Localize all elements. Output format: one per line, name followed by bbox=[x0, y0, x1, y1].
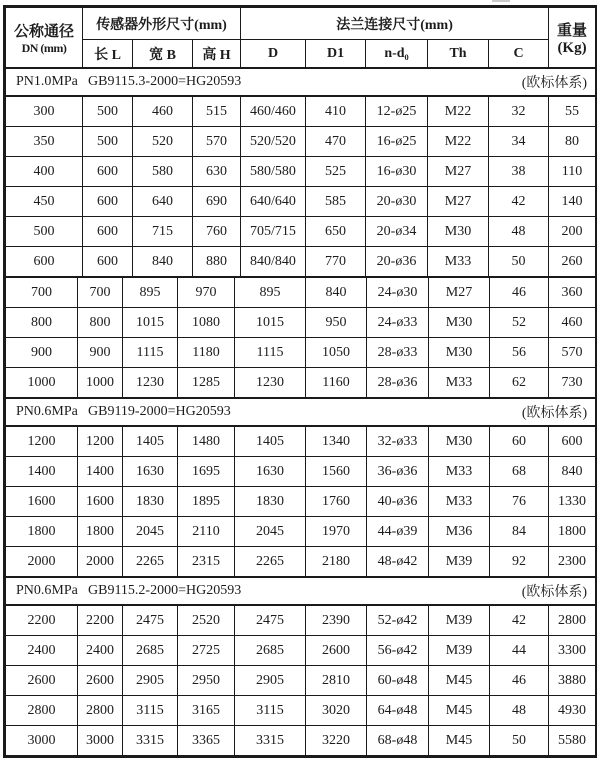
table-cell: 760 bbox=[193, 217, 241, 247]
cell-dn: 600 bbox=[6, 247, 83, 277]
table-cell: 50 bbox=[489, 247, 549, 277]
table-cell: 950 bbox=[306, 308, 367, 338]
table-cell: 840 bbox=[549, 457, 596, 487]
table-cell: 48 bbox=[489, 217, 549, 247]
table-cell: 460 bbox=[133, 97, 193, 127]
table-cell: 92 bbox=[490, 547, 549, 577]
table-cell: 1405 bbox=[235, 427, 306, 457]
table-cell: 20-ø34 bbox=[366, 217, 428, 247]
table-cell: 1015 bbox=[123, 308, 178, 338]
table-cell: M33 bbox=[428, 247, 489, 277]
table-cell: 200 bbox=[549, 217, 596, 247]
table-cell: M27 bbox=[428, 157, 489, 187]
section-system: (欧标体系) bbox=[521, 406, 588, 421]
table-cell: 715 bbox=[133, 217, 193, 247]
table-cell: 2045 bbox=[235, 517, 306, 547]
table-cell: 68 bbox=[490, 457, 549, 487]
table-cell: 2810 bbox=[306, 666, 367, 696]
table-cell: M30 bbox=[429, 338, 490, 368]
data-rows-table bbox=[5, 277, 596, 398]
table-cell: 1830 bbox=[235, 487, 306, 517]
table-cell: 840 bbox=[133, 247, 193, 277]
table-cell: 46 bbox=[490, 666, 549, 696]
table-cell: 16-ø25 bbox=[366, 127, 428, 157]
cell-dn: 400 bbox=[6, 157, 83, 187]
table-cell: 2110 bbox=[178, 517, 235, 547]
table-cell: 2475 bbox=[235, 606, 306, 636]
table-row bbox=[6, 666, 596, 696]
table-cell: 1895 bbox=[178, 487, 235, 517]
table-cell: 1200 bbox=[78, 427, 123, 457]
table-cell: 84 bbox=[490, 517, 549, 547]
table-cell: 1630 bbox=[235, 457, 306, 487]
table-cell: 2600 bbox=[306, 636, 367, 666]
table-cell: 1115 bbox=[123, 338, 178, 368]
table-cell: 60-ø48 bbox=[367, 666, 429, 696]
table-cell: 20-ø30 bbox=[366, 187, 428, 217]
sub-col-header: n-d₀ bbox=[366, 40, 428, 68]
table-cell: M33 bbox=[429, 487, 490, 517]
data-rows-table bbox=[5, 605, 596, 756]
sub-col-header: 宽 B bbox=[133, 40, 193, 68]
table-cell: 1230 bbox=[123, 368, 178, 398]
table-cell: 640/640 bbox=[241, 187, 306, 217]
table-cell: 2045 bbox=[123, 517, 178, 547]
table-row bbox=[6, 457, 596, 487]
data-rows-table bbox=[5, 96, 596, 277]
table-cell: 42 bbox=[490, 606, 549, 636]
sub-col-header: D bbox=[241, 40, 306, 68]
header-row-1 bbox=[6, 8, 596, 40]
table-cell: 1080 bbox=[178, 308, 235, 338]
table-cell: 140 bbox=[549, 187, 596, 217]
cell-dn: 900 bbox=[6, 338, 78, 368]
table-cell: 56-ø42 bbox=[367, 636, 429, 666]
cell-dn: 1200 bbox=[6, 427, 78, 457]
col-header-weight bbox=[549, 8, 596, 68]
section-system: (欧标体系) bbox=[521, 585, 588, 600]
header-row-2 bbox=[6, 40, 596, 68]
cell-dn: 2800 bbox=[6, 696, 78, 726]
table-cell: 3165 bbox=[178, 696, 235, 726]
table-cell: 2180 bbox=[306, 547, 367, 577]
table-cell: 34 bbox=[489, 127, 549, 157]
table-cell: 46 bbox=[490, 278, 549, 308]
cell-dn: 300 bbox=[6, 97, 83, 127]
table-row bbox=[6, 97, 596, 127]
table-cell: 2600 bbox=[78, 666, 123, 696]
table-cell: 16-ø30 bbox=[366, 157, 428, 187]
table-cell: M22 bbox=[428, 97, 489, 127]
table-row bbox=[6, 247, 596, 277]
cell-dn: 1800 bbox=[6, 517, 78, 547]
table-cell: 705/715 bbox=[241, 217, 306, 247]
table-cell: 55 bbox=[549, 97, 596, 127]
table-cell: 76 bbox=[490, 487, 549, 517]
header-table bbox=[5, 7, 596, 68]
table-cell: 2265 bbox=[123, 547, 178, 577]
table-cell: 3115 bbox=[235, 696, 306, 726]
data-rows-table bbox=[5, 426, 596, 577]
table-cell: 2905 bbox=[123, 666, 178, 696]
table-cell: 640 bbox=[133, 187, 193, 217]
cell-dn: 2200 bbox=[6, 606, 78, 636]
table-cell: M39 bbox=[429, 636, 490, 666]
table-cell: 650 bbox=[306, 217, 366, 247]
table-cell: 2300 bbox=[549, 547, 596, 577]
table-cell: 600 bbox=[83, 187, 133, 217]
table-cell: 2950 bbox=[178, 666, 235, 696]
section-pressure-rating: PN0.6MPa bbox=[16, 404, 78, 419]
table-cell: 3000 bbox=[78, 726, 123, 756]
table-cell: 460 bbox=[549, 308, 596, 338]
table-cell: 470 bbox=[306, 127, 366, 157]
table-cell: M45 bbox=[429, 666, 490, 696]
table-row bbox=[6, 427, 596, 457]
table-cell: M30 bbox=[428, 217, 489, 247]
table-cell: M33 bbox=[429, 457, 490, 487]
table-cell: 60 bbox=[490, 427, 549, 457]
section-label-cell bbox=[6, 399, 596, 426]
table-cell: 500 bbox=[83, 97, 133, 127]
table-cell: 1800 bbox=[549, 517, 596, 547]
table-cell: 1115 bbox=[235, 338, 306, 368]
table-cell: 1830 bbox=[123, 487, 178, 517]
table-cell: 1050 bbox=[306, 338, 367, 368]
section-label-table bbox=[5, 68, 596, 96]
table-cell: 20-ø36 bbox=[366, 247, 428, 277]
table-body-groups bbox=[5, 68, 595, 756]
table-cell: 2520 bbox=[178, 606, 235, 636]
table-row bbox=[6, 338, 596, 368]
table-cell: 1600 bbox=[78, 487, 123, 517]
table-cell: 600 bbox=[549, 427, 596, 457]
table-cell: M30 bbox=[429, 308, 490, 338]
table-cell: 2475 bbox=[123, 606, 178, 636]
cell-dn: 800 bbox=[6, 308, 78, 338]
table-cell: 1630 bbox=[123, 457, 178, 487]
dn-title: 公称通径 bbox=[13, 23, 74, 40]
table-cell: M36 bbox=[429, 517, 490, 547]
table-cell: 1000 bbox=[78, 368, 123, 398]
table-cell: 3315 bbox=[123, 726, 178, 756]
section-standard: GB9115.2-2000=HG20593 bbox=[88, 583, 242, 598]
section-system: (欧标体系) bbox=[521, 76, 588, 91]
table-cell: 3115 bbox=[123, 696, 178, 726]
table-cell: 600 bbox=[83, 157, 133, 187]
table-cell: 1180 bbox=[178, 338, 235, 368]
table-cell: 570 bbox=[549, 338, 596, 368]
table-cell: 2725 bbox=[178, 636, 235, 666]
table-cell: 3220 bbox=[306, 726, 367, 756]
table-cell: 2265 bbox=[235, 547, 306, 577]
table-cell: 895 bbox=[235, 278, 306, 308]
table-cell: 1800 bbox=[78, 517, 123, 547]
col-group-sensor-dimensions: 传感器外形尺寸(mm) bbox=[83, 8, 241, 40]
table-cell: 1340 bbox=[306, 427, 367, 457]
table-cell: 4930 bbox=[549, 696, 596, 726]
table-cell: 56 bbox=[490, 338, 549, 368]
table-cell: 580/580 bbox=[241, 157, 306, 187]
table-cell: 460/460 bbox=[241, 97, 306, 127]
sub-col-header: 长 L bbox=[83, 40, 133, 68]
table-cell: 690 bbox=[193, 187, 241, 217]
cell-dn: 2000 bbox=[6, 547, 78, 577]
table-cell: 1160 bbox=[306, 368, 367, 398]
section-label-table bbox=[5, 398, 596, 426]
cell-dn: 1000 bbox=[6, 368, 78, 398]
sub-col-header: C bbox=[489, 40, 549, 68]
table-cell: 44-ø39 bbox=[367, 517, 429, 547]
table-cell: M22 bbox=[428, 127, 489, 157]
table-cell: 62 bbox=[490, 368, 549, 398]
dn-subtitle: DN (mm) bbox=[21, 40, 67, 55]
table-cell: 28-ø36 bbox=[367, 368, 429, 398]
table-cell: 36-ø36 bbox=[367, 457, 429, 487]
table-cell: 580 bbox=[133, 157, 193, 187]
table-cell: 2800 bbox=[549, 606, 596, 636]
table-cell: 32 bbox=[489, 97, 549, 127]
table-cell: 110 bbox=[549, 157, 596, 187]
section-standard: GB9115.3-2000=HG20593 bbox=[88, 74, 242, 89]
table-cell: 360 bbox=[549, 278, 596, 308]
sub-col-header: D1 bbox=[306, 40, 366, 68]
table-cell: 1015 bbox=[235, 308, 306, 338]
table-row bbox=[6, 187, 596, 217]
table-cell: 2000 bbox=[78, 547, 123, 577]
table-cell: 52-ø42 bbox=[367, 606, 429, 636]
table-cell: 970 bbox=[178, 278, 235, 308]
cell-dn: 2400 bbox=[6, 636, 78, 666]
sub-col-header: Th bbox=[428, 40, 489, 68]
table-cell: 3315 bbox=[235, 726, 306, 756]
table-cell: 24-ø33 bbox=[367, 308, 429, 338]
table-row bbox=[6, 726, 596, 756]
dimension-spec-table bbox=[3, 5, 597, 758]
section-pressure-rating: PN0.6MPa bbox=[16, 583, 78, 598]
col-group-flange-dimensions: 法兰连接尺寸(mm) bbox=[241, 8, 549, 40]
table-cell: 24-ø30 bbox=[367, 278, 429, 308]
weight-title: 重量 bbox=[557, 22, 588, 39]
section-standard: GB9119-2000=HG20593 bbox=[88, 404, 231, 419]
cell-dn: 2600 bbox=[6, 666, 78, 696]
cell-dn: 450 bbox=[6, 187, 83, 217]
weight-unit: (Kg) bbox=[557, 39, 587, 56]
table-row bbox=[6, 696, 596, 726]
section-label-row bbox=[6, 578, 596, 605]
table-cell: 570 bbox=[193, 127, 241, 157]
table-cell: 525 bbox=[306, 157, 366, 187]
table-cell: M30 bbox=[429, 427, 490, 457]
table-cell: 48-ø42 bbox=[367, 547, 429, 577]
table-cell: M33 bbox=[429, 368, 490, 398]
table-row bbox=[6, 547, 596, 577]
table-cell: 48 bbox=[490, 696, 549, 726]
cell-dn: 3000 bbox=[6, 726, 78, 756]
col-header-dn bbox=[6, 8, 83, 68]
table-cell: 520 bbox=[133, 127, 193, 157]
table-cell: 1405 bbox=[123, 427, 178, 457]
table-cell: 32-ø33 bbox=[367, 427, 429, 457]
table-cell: 50 bbox=[490, 726, 549, 756]
table-cell: 80 bbox=[549, 127, 596, 157]
table-cell: 585 bbox=[306, 187, 366, 217]
table-cell: 880 bbox=[193, 247, 241, 277]
table-cell: 1480 bbox=[178, 427, 235, 457]
cell-dn: 350 bbox=[6, 127, 83, 157]
table-cell: 2685 bbox=[235, 636, 306, 666]
table-row bbox=[6, 487, 596, 517]
table-cell: M27 bbox=[428, 187, 489, 217]
table-row bbox=[6, 127, 596, 157]
table-cell: 900 bbox=[78, 338, 123, 368]
table-cell: 3020 bbox=[306, 696, 367, 726]
table-row bbox=[6, 217, 596, 247]
table-row bbox=[6, 606, 596, 636]
cell-dn: 500 bbox=[6, 217, 83, 247]
table-cell: 1330 bbox=[549, 487, 596, 517]
section-label-cell bbox=[6, 69, 596, 96]
section-label-row bbox=[6, 69, 596, 96]
table-row bbox=[6, 308, 596, 338]
table-cell: 2390 bbox=[306, 606, 367, 636]
table-cell: 895 bbox=[123, 278, 178, 308]
table-cell: 730 bbox=[549, 368, 596, 398]
cell-dn: 1600 bbox=[6, 487, 78, 517]
table-row bbox=[6, 157, 596, 187]
table-cell: 515 bbox=[193, 97, 241, 127]
table-cell: 1400 bbox=[78, 457, 123, 487]
table-cell: 1760 bbox=[306, 487, 367, 517]
table-cell: 520/520 bbox=[241, 127, 306, 157]
section-label-row bbox=[6, 399, 596, 426]
table-row bbox=[6, 368, 596, 398]
table-cell: 2200 bbox=[78, 606, 123, 636]
table-row bbox=[6, 517, 596, 547]
table-cell: 12-ø25 bbox=[366, 97, 428, 127]
table-cell: 40-ø36 bbox=[367, 487, 429, 517]
table-cell: 2905 bbox=[235, 666, 306, 696]
table-cell: 3880 bbox=[549, 666, 596, 696]
section-label-table bbox=[5, 577, 596, 605]
table-cell: 1695 bbox=[178, 457, 235, 487]
table-cell: 5580 bbox=[549, 726, 596, 756]
table-cell: 1970 bbox=[306, 517, 367, 547]
section-label-cell bbox=[6, 578, 596, 605]
table-row bbox=[6, 636, 596, 666]
table-cell: 28-ø33 bbox=[367, 338, 429, 368]
table-cell: 68-ø48 bbox=[367, 726, 429, 756]
table-cell: 38 bbox=[489, 157, 549, 187]
table-cell: 42 bbox=[489, 187, 549, 217]
table-cell: 52 bbox=[490, 308, 549, 338]
table-cell: 840 bbox=[306, 278, 367, 308]
table-cell: M39 bbox=[429, 606, 490, 636]
table-cell: 410 bbox=[306, 97, 366, 127]
table-cell: 2685 bbox=[123, 636, 178, 666]
table-cell: 64-ø48 bbox=[367, 696, 429, 726]
table-cell: 1285 bbox=[178, 368, 235, 398]
table-cell: M39 bbox=[429, 547, 490, 577]
table-row bbox=[6, 278, 596, 308]
table-cell: 700 bbox=[78, 278, 123, 308]
table-cell: 600 bbox=[83, 247, 133, 277]
cell-dn: 1400 bbox=[6, 457, 78, 487]
table-cell: M27 bbox=[429, 278, 490, 308]
table-cell: 1230 bbox=[235, 368, 306, 398]
table-cell: 630 bbox=[193, 157, 241, 187]
table-cell: 500 bbox=[83, 127, 133, 157]
table-cell: 770 bbox=[306, 247, 366, 277]
table-cell: 260 bbox=[549, 247, 596, 277]
table-cell: M45 bbox=[429, 696, 490, 726]
sub-col-header: 高 H bbox=[193, 40, 241, 68]
table-cell: M45 bbox=[429, 726, 490, 756]
table-cell: 2400 bbox=[78, 636, 123, 666]
table-cell: 2315 bbox=[178, 547, 235, 577]
section-pressure-rating: PN1.0MPa bbox=[16, 74, 78, 89]
cell-dn: 700 bbox=[6, 278, 78, 308]
table-cell: 600 bbox=[83, 217, 133, 247]
table-cell: 800 bbox=[78, 308, 123, 338]
table-cell: 3365 bbox=[178, 726, 235, 756]
scan-crop-artifact bbox=[492, 0, 510, 2]
table-cell: 44 bbox=[490, 636, 549, 666]
table-cell: 840/840 bbox=[241, 247, 306, 277]
table-cell: 1560 bbox=[306, 457, 367, 487]
table-cell: 2800 bbox=[78, 696, 123, 726]
table-cell: 3300 bbox=[549, 636, 596, 666]
